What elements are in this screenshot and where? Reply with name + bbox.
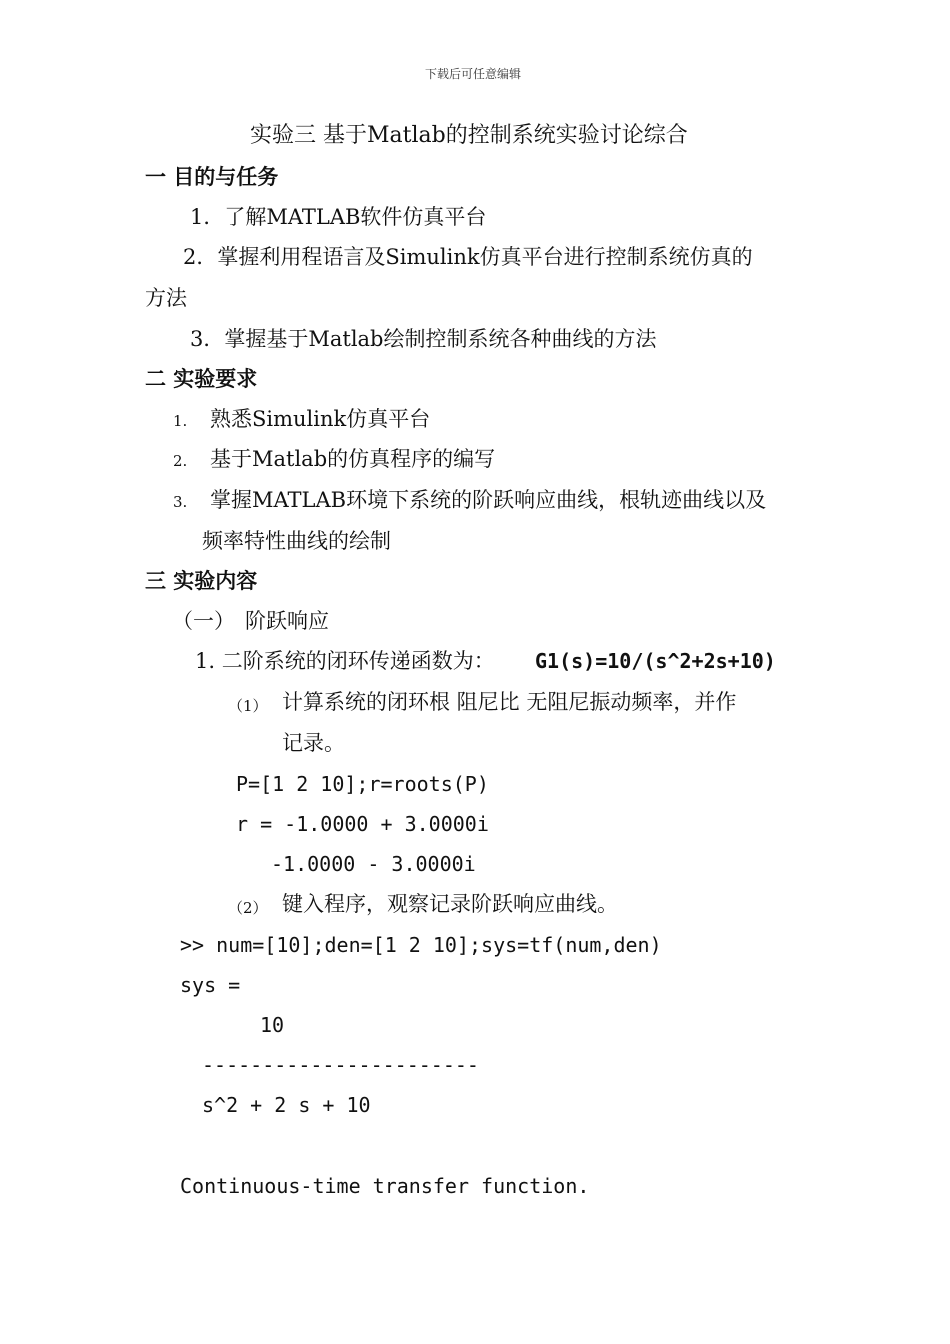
code-line: 10 <box>260 1013 285 1037</box>
document-title: 实验三 基于Matlab的控制系统实验讨论综合 <box>250 123 688 148</box>
section-2-item-1-text: 熟悉Simulink仿真平台 <box>210 407 431 431</box>
section-1-item-3: 3．掌握基于Matlab绘制控制系统各种曲线的方法 <box>190 327 657 351</box>
subsection-1-label: （一） <box>172 609 235 633</box>
section-1-heading: 一 目的与任务 <box>145 164 279 189</box>
code-line: Continuous-time transfer function. <box>180 1174 590 1198</box>
step-1-text: 计算系统的闭环根 阻尼比 无阻尼振动频率，并作 <box>282 690 737 714</box>
section-1-item-1: 1．了解MATLAB软件仿真平台 <box>190 205 487 229</box>
item-1-text: 1. 二阶系统的闭环传递函数为： <box>195 649 495 673</box>
section-1-item-2: 2．掌握利用程语言及Simulink仿真平台进行控制系统仿真的 <box>183 245 753 269</box>
code-line: sys = <box>180 973 241 997</box>
code-line: s^2 + 2 s + 10 <box>202 1093 371 1117</box>
step-2-text: 键入程序，观察记录阶跃响应曲线。 <box>282 892 618 916</box>
section-2-item-2-text: 基于Matlab的仿真程序的编写 <box>210 447 496 471</box>
step-1-cont: 记录。 <box>282 731 345 755</box>
section-2-item-1-num: 1. <box>173 412 188 430</box>
transfer-function-formula: G1(s)=10/(s^2+2s+10) <box>535 649 776 673</box>
step-1-num: （1） <box>228 697 268 715</box>
code-line: r = -1.0000 + 3.0000i <box>236 812 489 836</box>
section-2-item-3-text: 掌握MATLAB环境下系统的阶跃响应曲线，根轨迹曲线以及 <box>210 488 767 512</box>
section-3-heading: 三 实验内容 <box>145 568 258 593</box>
code-line: >> num=[10];den=[1 2 10];sys=tf(num,den) <box>180 933 662 957</box>
section-2-item-2-num: 2. <box>173 452 188 470</box>
section-2-heading: 二 实验要求 <box>145 366 258 391</box>
code-line: -1.0000 - 3.0000i <box>271 852 476 876</box>
code-line: ----------------------- <box>202 1053 479 1077</box>
section-1-item-2-cont: 方法 <box>145 286 187 310</box>
step-2-num: （2） <box>228 899 268 917</box>
section-2-item-3-num: 3. <box>173 493 188 511</box>
subsection-1-title: 阶跃响应 <box>245 609 329 633</box>
page-header: 下载后可任意编辑 <box>425 67 522 81</box>
code-line: P=[1 2 10];r=roots(P) <box>236 772 489 796</box>
section-2-item-3-cont: 频率特性曲线的绘制 <box>202 529 391 553</box>
